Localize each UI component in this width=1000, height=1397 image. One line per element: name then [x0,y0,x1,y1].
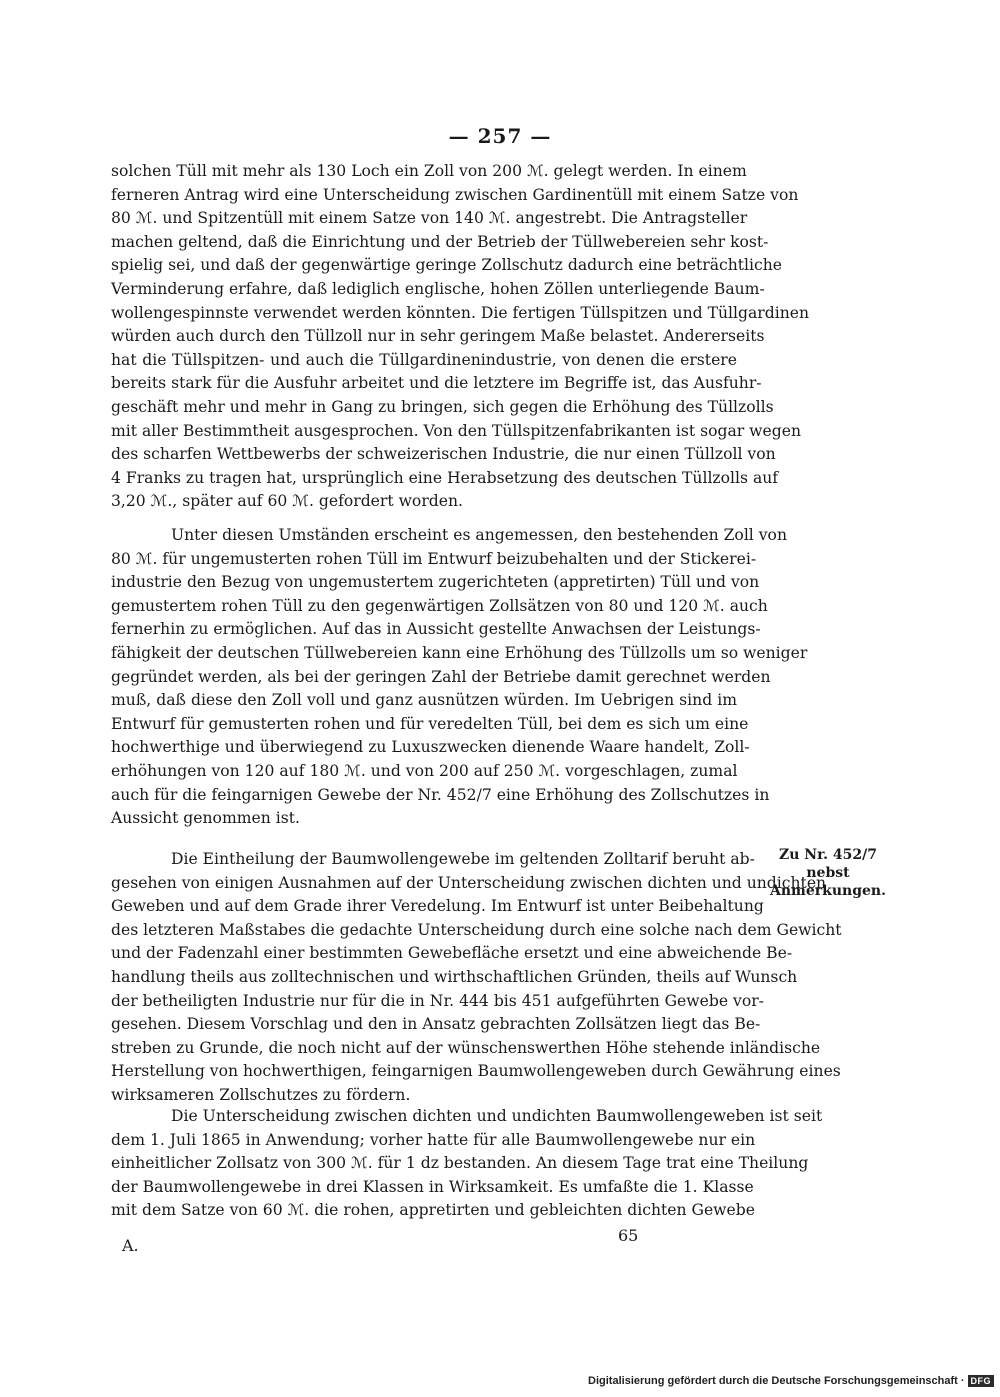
paragraph-text [111,160,810,514]
paragraph-4 [111,1105,823,1223]
page-number: — 257 — [448,124,552,148]
digitization-credit [588,1375,994,1387]
margin-note-line: Zu Nr. 452/7 [779,847,877,863]
text-line: 80 ℳ. für ungemusterten rohen Tüll im Entwurf beizubehalten und der Stickerei- [111,549,757,568]
text-line: hat die Tüllspitzen- und auch die Tüllgardinenindustrie, von denen die erstere [111,350,737,369]
text-line: auch für die feingarnigen Gewebe der Nr. 452/7 eine Erhöhung des Zollschutzes in [111,785,770,804]
text-line: gesehen. Diesem Vorschlag und den in Ansatz gebrachten Zollsätzen liegt das Be- [111,1015,761,1034]
sheet-number: 65 [618,1226,639,1245]
text-line: Entwurf für gemusterten rohen und für veredelten Tüll, bei dem es sich um eine [111,714,749,733]
text-line: erhöhungen von 120 auf 180 ℳ. und von 200 auf 250 ℳ. vorgeschlagen, zumal [111,761,738,780]
dfg-logo-icon: DFG [968,1375,995,1387]
text-line: hochwerthige und überwiegend zu Luxuszwecken dienende Waare handelt, Zoll- [111,738,750,757]
text-line: würden auch durch den Tüllzoll nur in sehr geringem Maße belastet. Andererseits [111,327,765,346]
text-line: Die Eintheilung der Baumwollengewebe im geltenden Zolltarif beruht ab- [171,850,755,868]
text-line: machen geltend, daß die Einrichtung und der Betrieb der Tüllwebereien sehr kost- [111,232,769,251]
text-line: ferneren Antrag wird eine Unterscheidung zwischen Gardinentüll mit einem Satze von [111,185,799,204]
text-line: wollengespinnste verwendet werden könnten. Die fertigen Tüllspitzen und Tüllgardinen [111,303,810,322]
text-line: dem 1. Juli 1865 in Anwendung; vorher hatte für alle Baumwollengewebe nur ein [111,1130,756,1149]
text-line: handlung theils aus zolltechnischen und wirthschaftlichen Gründen, theils auf Wunsch [111,967,798,986]
text-line: der Baumwollengewebe in drei Klassen in Wirksamkeit. Es umfaßte die 1. Klasse [111,1177,754,1196]
credit-text: Digitalisierung gefördert durch die Deutsche Forschungsgemeinschaft [588,1375,958,1387]
text-line: Unter diesen Umständen erscheint es angemessen, den bestehenden Zoll von [171,526,787,544]
text-line: fernerhin zu ermöglichen. Auf das in Aussicht gestellte Anwachsen der Leistungs- [111,620,761,639]
text-line: fähigkeit der deutschen Tüllwebereien kann eine Erhöhung des Tüllzolls um so weniger [111,643,808,662]
paragraph-text [111,524,808,831]
text-line: gegründet werden, als bei der geringen Zahl der Betriebe damit gerechnet werden [111,667,771,686]
text-line: der betheiligten Industrie nur für die in Nr. 444 bis 451 aufgeführten Gewebe vor- [111,991,764,1010]
text-line: 80 ℳ. und Spitzentüll mit einem Satze von 140 ℳ. angestrebt. Die Antragsteller [111,209,748,228]
text-line: und der Fadenzahl einer bestimmten Gewebefläche ersetzt und eine abweichende Be- [111,944,793,963]
text-line: streben zu Grunde, die noch nicht auf der wünschenswerthen Höhe stehende inländische [111,1038,821,1057]
text-line: gemustertem rohen Tüll zu den gegenwärtigen Zollsätzen von 80 und 120 ℳ. auch [111,596,768,615]
paragraph-text [111,1105,823,1223]
text-line: des scharfen Wettbewerbs der schweizerischen Industrie, die nur einen Tüllzoll von [111,445,776,464]
credit-separator: · [960,1375,965,1387]
margin-note [758,846,898,900]
text-line: spielig sei, und daß der gegenwärtige geringe Zollschutz dadurch eine beträchtliche [111,256,783,275]
text-line: gesehen von einigen Ausnahmen auf der Unterscheidung zwischen dichten und undichten [111,873,827,892]
text-line: des letzteren Maßstabes die gedachte Unterscheidung durch eine solche nach dem Gewicht [111,920,842,939]
text-line: muß, daß diese den Zoll voll und ganz ausnützen würden. Im Uebrigen sind im [111,691,737,710]
text-line: Geweben und auf dem Grade ihrer Veredelung. Im Entwurf ist unter Beibehaltung [111,897,764,916]
paragraph-1 [111,160,810,514]
text-line: geschäft mehr und mehr in Gang zu bringen, sich gegen die Erhöhung des Tüllzolls [111,397,774,416]
text-line: mit dem Satze von 60 ℳ. die rohen, appretirten und gebleichten dichten Gewebe [111,1201,755,1220]
text-line: Herstellung von hochwerthigen, feingarnigen Baumwollengeweben durch Gewährung eines [111,1062,841,1081]
sheet-signature: A. [122,1236,139,1255]
text-line: bereits stark für die Ausfuhr arbeitet und die letztere im Begriffe ist, das Ausfuhr- [111,374,762,393]
text-line: mit aller Bestimmtheit ausgesprochen. Von den Tüllspitzenfabrikanten ist sogar wegen [111,421,801,440]
margin-note-line: nebst Anmerkungen. [770,865,886,899]
paragraph-2 [111,524,808,831]
text-line: industrie den Bezug von ungemustertem zugerichteten (appretirten) Tüll und von [111,573,760,592]
text-line: Verminderung erfahre, daß lediglich englische, hohen Zöllen unterliegende Baum- [111,279,765,298]
text-line: wirksameren Zollschutzes zu fördern. [111,1085,411,1104]
text-line: 4 Franks zu tragen hat, ursprünglich eine Herabsetzung des deutschen Tüllzolls auf [111,468,779,487]
text-line: 3,20 ℳ., später auf 60 ℳ. gefordert worden. [111,492,463,511]
text-line: Aussicht genommen ist. [111,809,300,828]
text-line: Die Unterscheidung zwischen dichten und undichten Baumwollengeweben ist seit [171,1107,823,1125]
text-line: einheitlicher Zollsatz von 300 ℳ. für 1 dz bestanden. An diesem Tage trat eine Theilung [111,1154,809,1173]
text-line: solchen Tüll mit mehr als 130 Loch ein Zoll von 200 ℳ. gelegt werden. In einem [111,162,747,180]
